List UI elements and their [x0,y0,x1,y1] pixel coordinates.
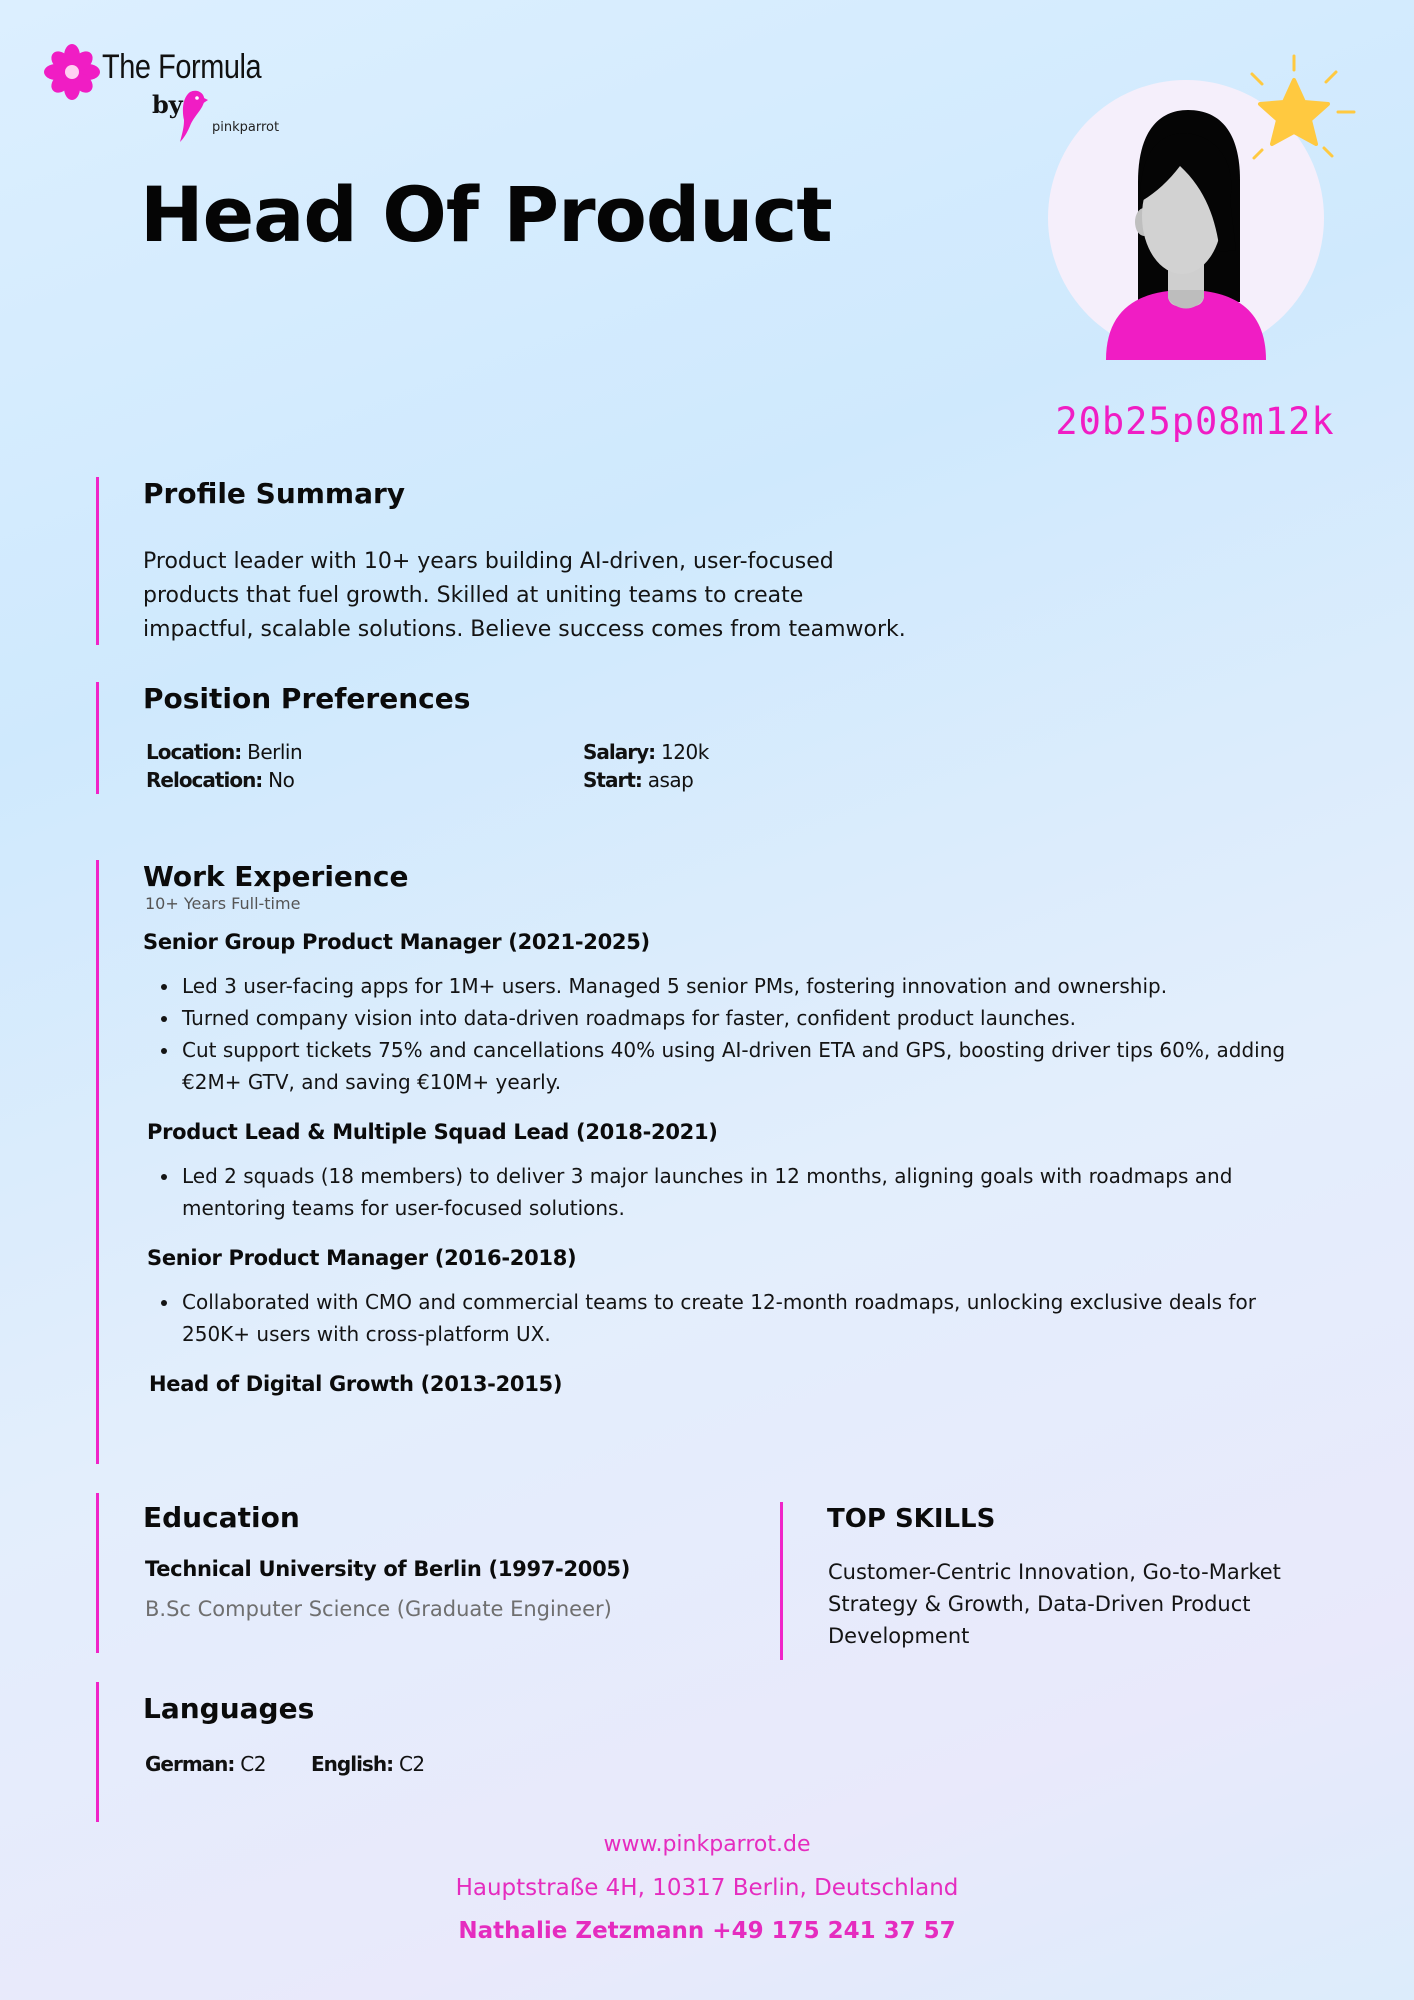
relocation-value: No [268,768,295,792]
profile-summary-heading: Profile Summary [143,477,406,510]
skills-line: Customer-Centric Innovation, Go-to-Market [828,1560,1281,1584]
list-item: • Collaborated with CMO and commercial teams to create 12-month roadmaps, unlocking exclusive deals for 250K+ users with cross-platform UX. [180,1286,1310,1350]
list-item: • Turned company vision into data-driven roadmaps for faster, confident product launches. [180,1002,1330,1034]
profile-line: Product leader with 10+ years building AI-driven, user-focused [143,549,834,574]
job-bullets [145,1160,1310,1224]
work-experience-section [96,860,1319,1464]
relocation-field [146,768,294,792]
languages-section [96,1682,739,1822]
job-title: Product Lead & Multiple Squad Lead (2018-2021) [147,1120,718,1144]
german-field [145,1752,266,1776]
profile-summary-section [96,477,1099,645]
avatar [1040,50,1370,390]
start-field [583,768,693,792]
top-skills-heading: TOP SKILLS [827,1504,996,1534]
english-label: English: [311,1752,394,1776]
job-title: Senior Product Manager (2016-2018) [147,1246,577,1270]
languages-heading: Languages [143,1692,315,1725]
footer-address: Hauptstraße 4H, 10317 Berlin, Deutschland [455,1875,959,1901]
parrot-icon [176,88,210,144]
brand-name: The Formula [102,48,262,86]
candidate-code: 20b25p08m12k [1055,400,1335,443]
star-icon [1230,50,1360,170]
list-item: • Cut support tickets 75% and cancellations 40% using AI-driven ETA and GPS, boosting driver tips 60%, adding €2M+ GTV, and saving €10M+ yearly. [180,1034,1330,1098]
salary-field [583,740,709,764]
footer-website[interactable]: www.pinkparrot.de [603,1832,811,1857]
german-label: German: [145,1752,235,1776]
top-skills-text [828,1556,1281,1652]
footer-contact: Nathalie Zetzmann +49 175 241 37 57 [458,1918,956,1944]
english-value: C2 [398,1752,425,1776]
skills-line: Development [828,1624,970,1648]
logo [44,42,304,152]
profile-summary-text [143,545,1043,647]
job-title: Senior Group Product Manager (2021-2025) [143,930,650,954]
education-heading: Education [143,1501,300,1534]
job-bullets [145,970,1330,1098]
location-value: Berlin [247,740,303,764]
english-field [311,1752,425,1776]
education-section [96,1493,739,1653]
job-title: Head of Digital Growth (2013-2015) [149,1372,563,1396]
flower-icon [44,44,100,100]
top-skills-section [780,1502,1343,1660]
list-item: • Led 2 squads (18 members) to deliver 3 major launches in 12 months, aligning goals with roadmaps and mentoring teams for user-focused solutions. [180,1160,1310,1224]
education-degree: B.Sc Computer Science (Graduate Engineer) [145,1597,612,1621]
page-title: Head Of Product [140,170,832,259]
experience-summary: 10+ Years Full-time [145,894,301,913]
start-label: Start: [583,768,642,792]
salary-label: Salary: [583,740,656,764]
location-field [146,740,302,764]
german-value: C2 [240,1752,266,1776]
brand-by: by [152,90,183,119]
position-preferences-heading: Position Preferences [143,682,471,715]
list-item: • Led 3 user-facing apps for 1M+ users. Managed 5 senior PMs, fostering innovation and ownership. [180,970,1330,1002]
location-label: Location: [146,740,242,764]
work-experience-heading: Work Experience [143,860,409,893]
job-bullets [145,1286,1310,1350]
profile-line: products that fuel growth. Skilled at uniting teams to create [143,583,804,608]
brand-sub: pinkparrot [212,120,280,135]
education-school: Technical University of Berlin (1997-2005) [145,1557,631,1581]
salary-value: 120k [661,740,709,764]
relocation-label: Relocation: [146,768,263,792]
skills-line: Strategy & Growth, Data-Driven Product [828,1592,1251,1616]
profile-line: impactful, scalable solutions. Believe success comes from teamwork. [143,617,906,642]
position-preferences-section [96,682,1099,794]
start-value: asap [647,768,694,792]
